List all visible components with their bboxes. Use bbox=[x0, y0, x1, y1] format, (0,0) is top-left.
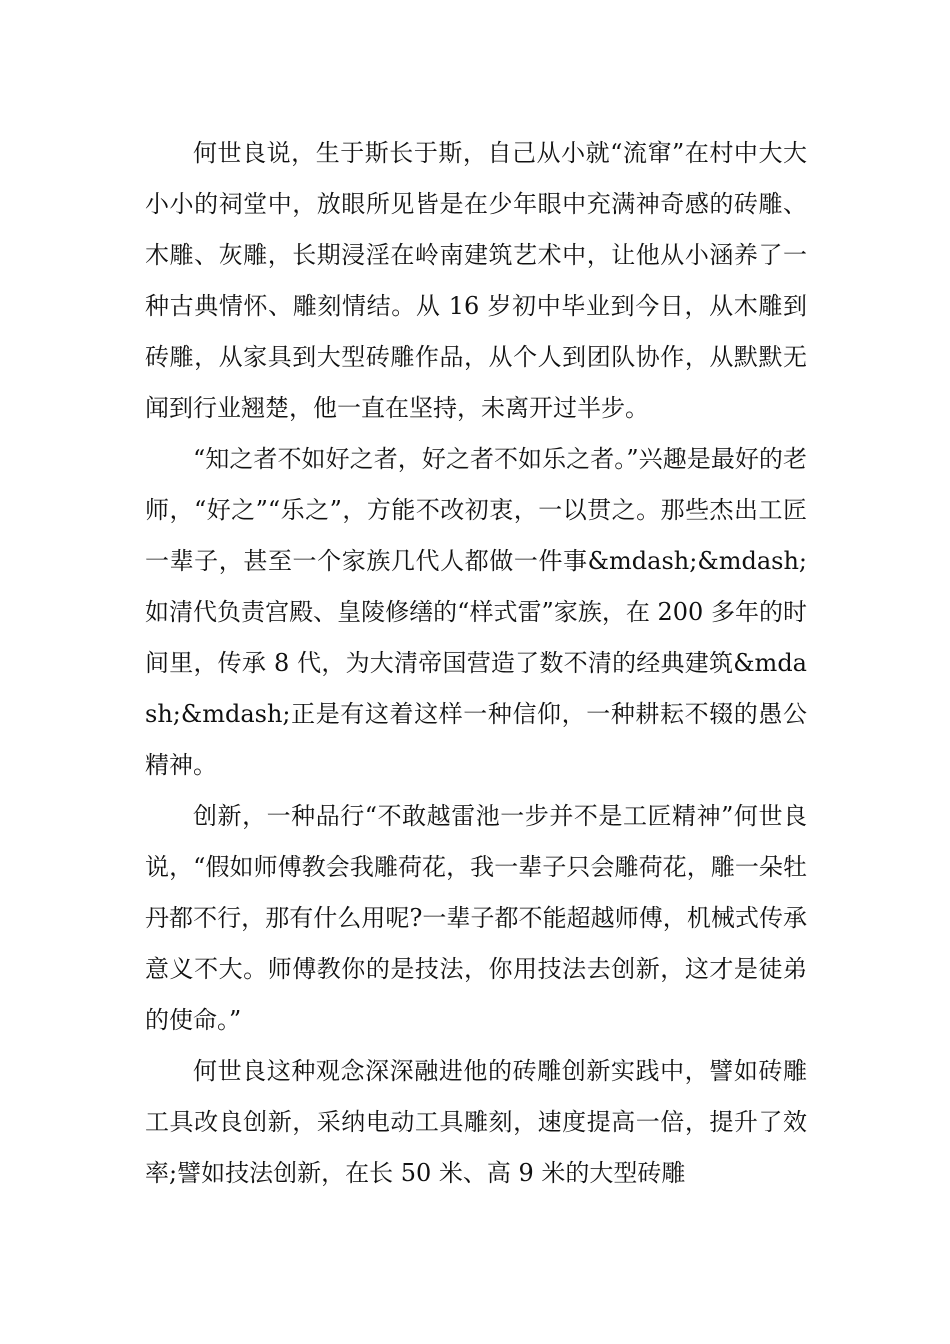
paragraph-4: 何世良这种观念深深融进他的砖雕创新实践中，譬如砖雕工具改良创新，采纳电动工具雕刻，速度提高一倍，提升了效率;譬如技法创新，在长 50 米、高 9 米的大型砖雕 bbox=[145, 1057, 807, 1187]
paragraph-3: 创新，一种品行“不敢越雷池一步并不是工匠精神”何世良说，“假如师傅教会我雕荷花，我一辈子只会雕荷花，雕一朵牡丹都不行，那有什么用呢?一辈子都不能超越师傅，机械式传承意义不大。师傅教你的是技法，你用技法去创新，这才是徒弟的使命。” bbox=[145, 802, 807, 1034]
paragraph-2: “知之者不如好之者，好之者不如乐之者。”兴趣是最好的老师，“好之”“乐之”，方能不改初衷，一以贯之。那些杰出工匠一辈子，甚至一个家族几代人都做一件事&mdash;&mdash;如清代负责宫殿、皇陵修缮的“样式雷”家族，在 200 多年的时间里，传承 8 代，为大清帝国营造了数不清的经典建筑&mdash;&mdash;正是有这着这样一种信仰，一种耕耘不辍的愚公精神。 bbox=[145, 445, 807, 779]
article-body bbox=[145, 128, 807, 1199]
paragraph-1: 何世良说，生于斯长于斯，自己从小就“流窜”在村中大大小小的祠堂中，放眼所见皆是在少年眼中充满神奇感的砖雕、木雕、灰雕，长期浸淫在岭南建筑艺术中，让他从小涵养了一种古典情怀、雕刻情结。从 16 岁初中毕业到今日，从木雕到砖雕，从家具到大型砖雕作品，从个人到团队协作，从默默无闻到行业翘楚，他一直在坚持，未离开过半步。 bbox=[145, 139, 807, 422]
